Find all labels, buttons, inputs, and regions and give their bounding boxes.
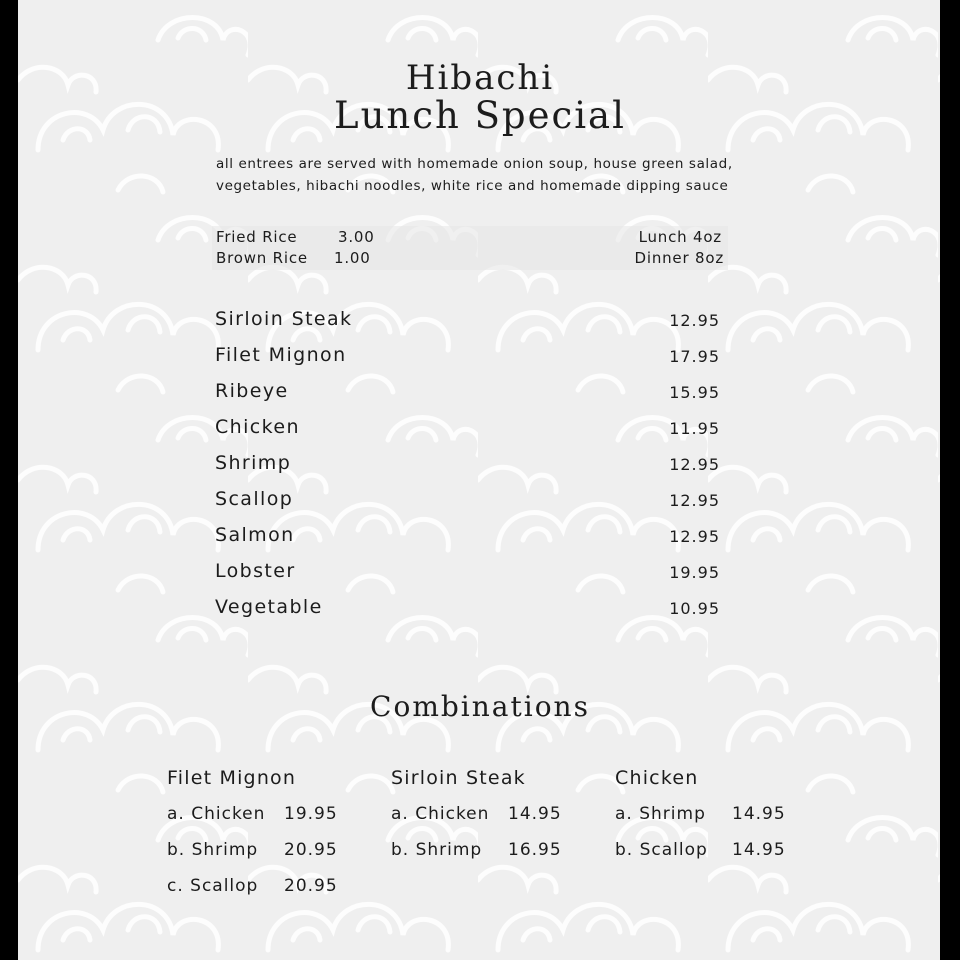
- menu-item-price: 12.95: [669, 455, 720, 474]
- menu-item-price: 17.95: [669, 347, 720, 366]
- intro-text: [216, 153, 776, 197]
- addon-price: 1.00: [334, 249, 371, 267]
- combo-option-name: b. Shrimp: [391, 840, 483, 860]
- portion-dinner: Dinner 8oz: [634, 249, 724, 267]
- intro-line-1: all entrees are served with homemade onion soup, house green salad,: [216, 156, 733, 172]
- menu-item-price: 19.95: [669, 563, 720, 582]
- menu-item-name: Lobster: [215, 560, 296, 582]
- menu-item-name: Sirloin Steak: [215, 308, 353, 330]
- combo-group-title: Chicken: [615, 767, 699, 789]
- menu-item-price: 11.95: [669, 419, 720, 438]
- menu-item-name: Shrimp: [215, 452, 292, 474]
- menu-item-name: Scallop: [215, 488, 294, 510]
- combo-option-name: a. Shrimp: [615, 804, 706, 824]
- menu-item-name: Filet Mignon: [215, 344, 347, 366]
- combo-option-name: b. Shrimp: [167, 840, 259, 860]
- combo-option-price: 19.95: [284, 804, 338, 824]
- menu-title-line2: Lunch Special: [334, 94, 626, 137]
- menu-item-price: 10.95: [669, 599, 720, 618]
- menu-item-price: 15.95: [669, 383, 720, 402]
- combo-option-name: b. Scallop: [615, 840, 708, 860]
- combo-option-price: 14.95: [508, 804, 562, 824]
- combo-option-price: 14.95: [732, 804, 786, 824]
- combinations-heading: Combinations: [370, 690, 590, 723]
- combo-option-name: a. Chicken: [391, 804, 490, 824]
- combo-option-price: 16.95: [508, 840, 562, 860]
- portion-lunch: Lunch 4oz: [638, 228, 722, 246]
- intro-line-2: vegetables, hibachi noodles, white rice and homemade dipping sauce: [216, 178, 729, 194]
- addon-name: Fried Rice: [216, 228, 298, 246]
- menu-item-name: Salmon: [215, 524, 295, 546]
- addon-price: 3.00: [338, 228, 375, 246]
- combo-option-name: a. Chicken: [167, 804, 266, 824]
- menu-item-name: Ribeye: [215, 380, 289, 402]
- combo-option-name: c. Scallop: [167, 876, 259, 896]
- menu-item-name: Chicken: [215, 416, 300, 438]
- menu-title-line1: Hibachi: [405, 58, 555, 98]
- combo-group-title: Sirloin Steak: [391, 767, 526, 789]
- combo-group-title: Filet Mignon: [167, 767, 297, 789]
- addon-name: Brown Rice: [216, 249, 308, 267]
- combo-option-price: 14.95: [732, 840, 786, 860]
- combo-option-price: 20.95: [284, 840, 338, 860]
- menu-item-price: 12.95: [669, 527, 720, 546]
- menu-item-price: 12.95: [669, 311, 720, 330]
- menu-item-name: Vegetable: [215, 596, 323, 618]
- menu-item-price: 12.95: [669, 491, 720, 510]
- combo-option-price: 20.95: [284, 876, 338, 896]
